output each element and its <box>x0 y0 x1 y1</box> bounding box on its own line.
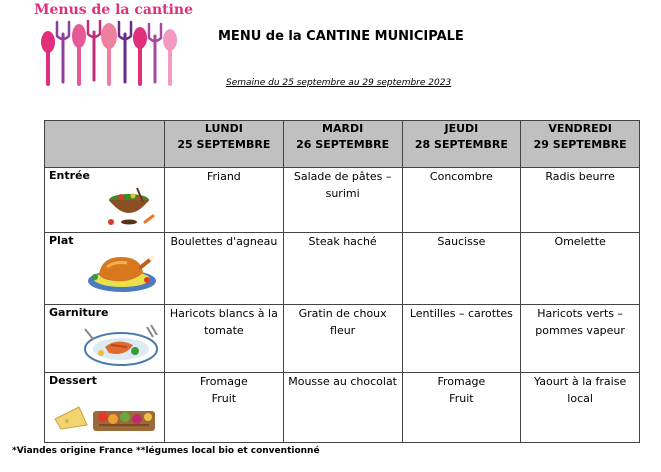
dish-line: Salade de pâtes – <box>293 170 392 183</box>
day-header <box>521 121 640 168</box>
day-name: MARDI <box>322 122 364 135</box>
corner-cell <box>45 121 165 168</box>
dish-cell <box>521 305 640 373</box>
dish-line: Steak haché <box>308 235 377 248</box>
dish-cell <box>165 305 284 373</box>
day-date: 28 SEPTEMBRE <box>414 138 508 151</box>
vegetable-plate-icon <box>81 321 161 369</box>
dish-line: Yaourt à la fraise <box>534 375 627 388</box>
menu-row-entree <box>45 168 640 233</box>
category-cell <box>45 305 165 373</box>
dish-line: Radis beurre <box>545 170 615 183</box>
dish-cell <box>165 373 284 443</box>
salad-bowl-icon <box>103 186 155 228</box>
dish-cell <box>521 233 640 305</box>
dish-cell <box>283 168 402 233</box>
menu-row-dessert <box>45 373 640 443</box>
dish-line: Boulettes d'agneau <box>170 235 278 248</box>
dish-line: Friand <box>206 170 241 183</box>
dish-line: Fruit <box>449 392 474 405</box>
dish-line: tomate <box>204 324 244 337</box>
category-label: Dessert <box>49 374 97 387</box>
dish-cell <box>165 233 284 305</box>
week-subtitle: Semaine du 25 septembre au 29 septembre 2023 <box>226 78 452 88</box>
menu-row-garniture <box>45 305 640 373</box>
category-label: Garniture <box>49 306 109 319</box>
day-date: 29 SEPTEMBRE <box>533 138 627 151</box>
cutlery-logo-icon <box>36 20 186 86</box>
category-label: Entrée <box>49 169 90 182</box>
dish-cell <box>402 305 521 373</box>
category-cell <box>45 233 165 305</box>
menu-row-plat <box>45 233 640 305</box>
day-date: 26 SEPTEMBRE <box>296 138 390 151</box>
day-date: 25 SEPTEMBRE <box>177 138 271 151</box>
dish-cell <box>402 233 521 305</box>
dish-line: Lentilles – carottes <box>409 307 513 320</box>
dish-cell <box>283 233 402 305</box>
day-header <box>165 121 284 168</box>
dish-line: Fromage <box>200 375 248 388</box>
dish-cell <box>402 373 521 443</box>
dish-line: pommes vapeur <box>535 324 625 337</box>
dish-cell <box>283 305 402 373</box>
logo-text: Menus de la cantine <box>34 2 193 18</box>
dish-line: Concombre <box>429 170 493 183</box>
dish-line: Saucisse <box>437 235 486 248</box>
dish-line: local <box>567 392 593 405</box>
dish-line: Haricots verts – <box>537 307 623 320</box>
dish-line: fleur <box>330 324 356 337</box>
day-header <box>402 121 521 168</box>
dish-line: surimi <box>325 187 360 200</box>
dish-cell <box>165 168 284 233</box>
dish-line: Mousse au chocolat <box>288 375 397 388</box>
cantine-logo <box>34 2 194 88</box>
dish-line: Haricots blancs à la <box>169 307 278 320</box>
menu-table <box>44 120 640 443</box>
dish-line: Fruit <box>211 392 237 405</box>
footnote: *Viandes origine France **légumes local bio et conventionné <box>12 446 320 456</box>
day-name: LUNDI <box>204 122 243 135</box>
dish-cell <box>402 168 521 233</box>
page-title: MENU de la CANTINE MUNICIPALE <box>218 29 464 44</box>
dish-line: Fromage <box>437 375 486 388</box>
category-cell <box>45 168 165 233</box>
dish-line: Gratin de choux <box>298 307 387 320</box>
header-row <box>45 121 640 168</box>
dish-line: Omelette <box>554 235 606 248</box>
category-cell <box>45 373 165 443</box>
cheese-fruit-board-icon <box>53 389 159 435</box>
day-name: VENDREDI <box>548 122 612 135</box>
dish-cell <box>521 168 640 233</box>
category-label: Plat <box>49 234 74 247</box>
day-header <box>283 121 402 168</box>
dish-cell <box>283 373 402 443</box>
roast-chicken-icon <box>85 247 159 297</box>
day-name: JEUDI <box>444 122 479 135</box>
dish-cell <box>521 373 640 443</box>
